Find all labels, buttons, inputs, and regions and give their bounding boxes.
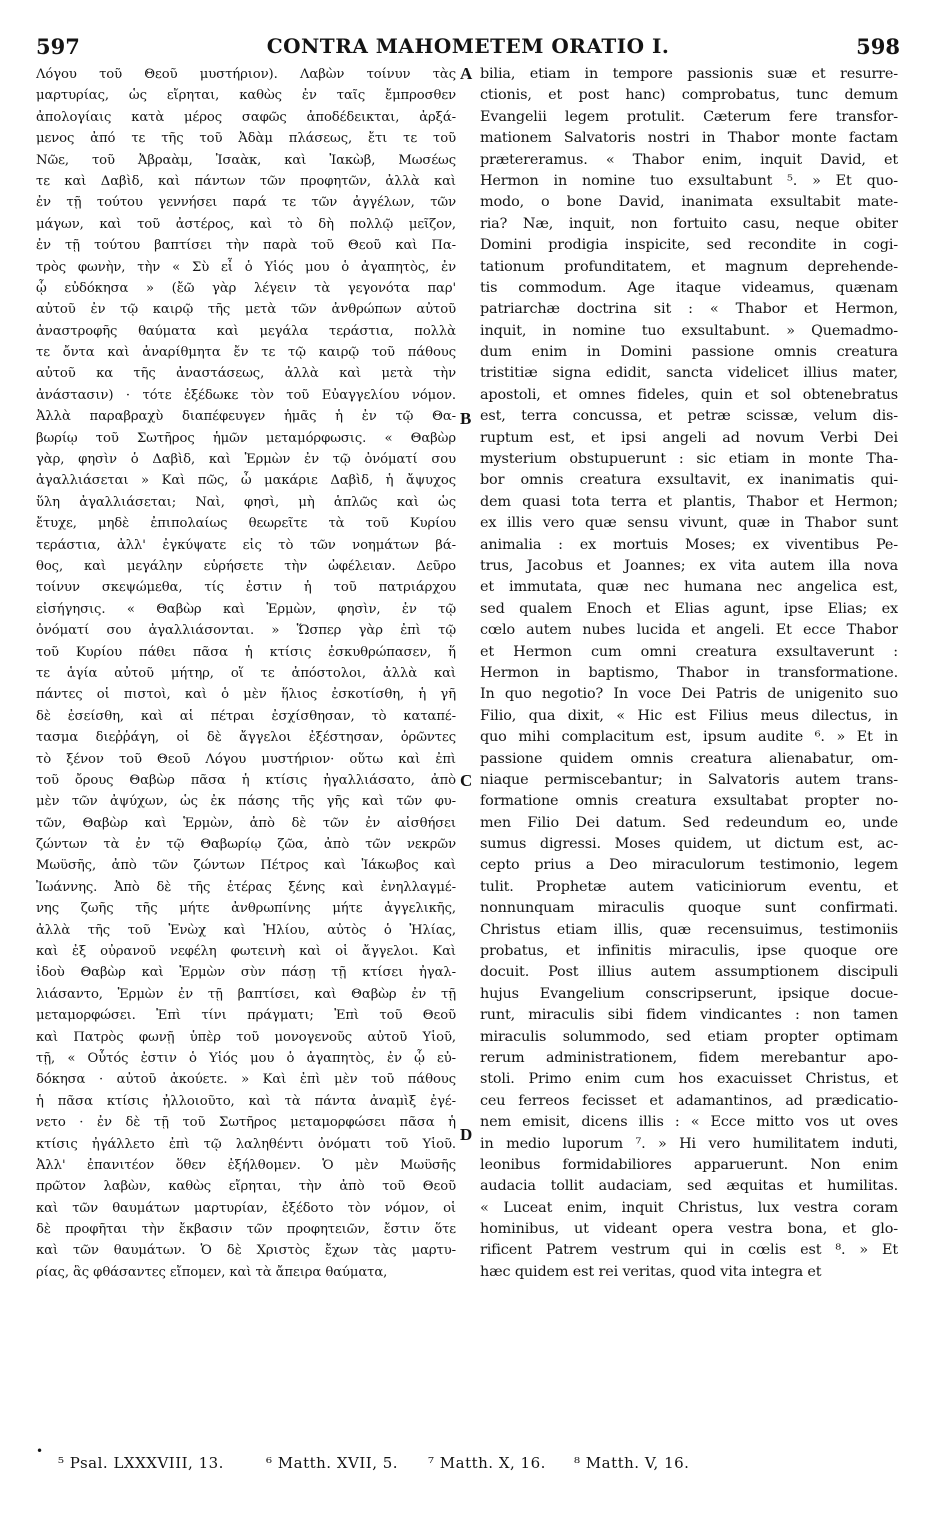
greek-text-line: ἀλλὰ τῆς τοῦ Ἐνὼχ καὶ Ἠλίου, αὐτὸς ὁ Ἠλίας, <box>36 922 456 938</box>
greek-text-line: τε ὄντα καὶ ἀναρίθμητα ἔν τε τῷ καιρῷ τοῦ πάθους <box>36 345 456 361</box>
latin-text-line: animalia : ex mortuis Moses; ex viventibus Pe- <box>480 536 898 553</box>
section-marker: B <box>460 409 472 428</box>
greek-text-line: τῶν, Θαβὼρ καὶ Ἑρμὼν, ἀπὸ δὲ τῶν ἐν αἰσθήσει <box>36 815 456 831</box>
greek-text-line: Λόγου τοῦ Θεοῦ μυστήριον). Λαβὼν τοίνυν τὰς <box>36 67 456 82</box>
latin-text-line: apostoli, et omnes fideles, quin et sol obtenebratus <box>480 386 898 403</box>
latin-text-line: mysterium obstupuerunt : sic etiam in monte Tha- <box>480 451 898 468</box>
latin-text-line: probatus, et infinitis miraculis, ipse quoque ore <box>480 943 898 960</box>
latin-text-line: Hermon in nomine tuo exsultabunt ⁵. » Et quo- <box>480 172 898 189</box>
latin-column <box>480 64 898 1283</box>
greek-text-line: λιάσαντο, Ἑρμὼν ἐν τῇ βαπτίσει, καὶ Θαβὼρ ἐν τῇ <box>36 986 456 1002</box>
latin-text-line: sumus digressi. Moses quidem, ut dictum est, ac- <box>480 836 898 853</box>
margin-markers <box>456 64 480 1464</box>
latin-text-line: ex illis vero quæ sensu vivunt, quæ in Thabor sunt <box>480 515 898 532</box>
latin-text-line: passione quidem omnis creatura alienabatur, om- <box>480 750 898 767</box>
footnote-item: ⁶ Matth. XVII, 5. <box>266 1454 399 1472</box>
latin-text-line: Evangelii legem protulit. Cæterum fere transfor- <box>480 108 898 125</box>
greek-text-line: εἰσήγησις. « Θαβὼρ καὶ Ἑρμὼν, φησὶν, ἐν τῷ <box>36 601 456 617</box>
greek-text-line: πρῶτον λαβὼν, καθὼς εἴρηται, τὴν ἀπὸ τοῦ Θεοῦ <box>36 1179 456 1195</box>
latin-text-line: sed qualem Enoch et Elias agunt, ipse Elias; ex <box>480 600 898 617</box>
latin-text-line: Domini prodigia inspicite, sed recondite in cogi- <box>480 237 898 254</box>
footnote-item: ⁷ Matth. X, 16. <box>428 1454 546 1472</box>
greek-text-line: Νῶε, τοῦ Ἀβραὰμ, Ἰσαὰκ, καὶ Ἰακὼβ, Μωσέως <box>36 152 456 168</box>
greek-text-line: αὐτοῦ ἐν τῷ καιρῷ τῆς μετὰ τῶν ἀνθρώπων αὐτοῦ <box>36 302 456 318</box>
greek-text-line: κτίσις ἠγάλλετο ἐπὶ τῷ λαληθέντι ὀνόματι τοῦ Υἱοῦ. <box>36 1136 456 1152</box>
greek-text-line: αὐτοῦ κα τῆς ἀναστάσεως, ἀλλὰ καὶ μετὰ τὴν <box>36 366 456 382</box>
greek-text-line: καὶ τῶν θαυμάτων μαρτυρίαν, ἐξέδοτο τὸν νόμον, οἱ <box>36 1200 456 1216</box>
latin-text-line: stoli. Primo enim cum hos exacuisset Christus, et <box>480 1071 898 1088</box>
latin-text-line: dum enim in Domini passione omnis creatura <box>480 344 898 361</box>
greek-text-line: τὸ ξένον τοῦ Θεοῦ Λόγου μυστήριον· οὕτω καὶ ἐπὶ <box>36 751 456 767</box>
latin-text-line: niaque permiscebantur; in Salvatoris autem trans- <box>480 771 898 788</box>
greek-text-line: θος, καὶ μεγάλην εὑρήσετε τὴν ὠφέλειαν. Δεῦρο <box>36 558 456 574</box>
greek-text-line: μάγων, καὶ τοῦ ἀστέρος, καὶ τὸ δὴ πολλῷ μεῖζον, <box>36 216 456 232</box>
latin-text-line: leonibus formidabiliores apparuerunt. Non enim <box>480 1156 898 1173</box>
greek-text-line: ζώντων τὰ ἐν τῷ Θαβωρίῳ ζῶα, ἀπὸ τῶν νεκρῶν <box>36 837 456 853</box>
greek-text-line: μεταμορφώσει. Ἐπὶ τίνι πράγματι; Ἐπὶ τοῦ Θεοῦ <box>36 1008 456 1024</box>
greek-text-line: μὲν τῶν ἀψύχων, ὡς ἐκ πάσης τῆς γῆς καὶ τῶν φυ- <box>36 794 456 810</box>
latin-text-line: tationum profunditatem, et magnum deprehende- <box>480 258 898 275</box>
greek-text-line: καὶ Πατρὸς φωνῇ ὑπὲρ τοῦ μονογενοῦς αὐτοῦ Υἱοῦ, <box>36 1029 456 1045</box>
latin-text-line: Hermon in baptismo, Thabor in transformatione. <box>480 664 898 681</box>
greek-text-line: ᾧ εὐδόκησα » (ἔῶ γὰρ λέγειν τὰ γεγονότα παρ' <box>36 280 456 296</box>
footnote-item: ⁸ Matth. V, 16. <box>574 1454 690 1472</box>
greek-text-line: ὀνόματί σου ἀγαλλιάσονται. » Ὥσπερ γὰρ ἐπὶ τῷ <box>36 623 456 639</box>
latin-text-line: et Hermon cum omni creatura exsultaverunt : <box>480 643 898 660</box>
greek-text-line: βωρίῳ τοῦ Σωτῆρος ἡμῶν μεταμόρφωσις. « Θαβὼρ <box>36 430 456 446</box>
greek-text-line: καὶ ἐξ οὐρανοῦ νεφέλη φωτεινὴ καὶ οἱ ἄγγελοι. Καὶ <box>36 944 456 960</box>
latin-text-line: modo, o bone David, inanimata exsultabit mate- <box>480 194 898 211</box>
greek-text-line: Ἰωάννης. Ἀπὸ δὲ τῆς ἑτέρας ξένης καὶ ἐνηλλαγμέ- <box>36 879 456 895</box>
greek-text-line: τασμα διεῤῥάγη, οἱ δὲ ἄγγελοι ἐξέστησαν, ὁρῶντες <box>36 730 456 746</box>
greek-text-line: ἀγαλλιάσεται » Καὶ πῶς, ὦ μακάριε Δαβὶδ, ἡ ἄψυχος <box>36 473 456 489</box>
latin-text-line: runt, miraculis sibi fidem vindicantes : non tamen <box>480 1007 898 1024</box>
greek-text-line: ἀνάστασιν) · τότε ἐξέδωκε τὸν τοῦ Εὐαγγελίου νόμον. <box>36 387 456 403</box>
footnote-item: ⁵ Psal. LXXXVIII, 13. <box>58 1454 224 1472</box>
latin-text-line: formatione omnis creatura exsultabat propter no- <box>480 793 898 810</box>
latin-text-line: miraculis solummodo, sed etiam propter optimam <box>480 1028 898 1045</box>
section-marker: C <box>460 771 473 790</box>
page-number-left: 597 <box>36 34 80 59</box>
latin-text-line: quo mihi complacitum est, ipsum audite ⁶. » Et in <box>480 729 898 746</box>
greek-text-line: γὰρ, φησὶν ὁ Δαβὶδ, καὶ Ἑρμὼν ἐν τῷ ὀνόματί σου <box>36 452 456 468</box>
section-marker: D <box>460 1125 473 1144</box>
latin-text-line: mationem Salvatoris nostri in Thabor monte factam <box>480 130 898 147</box>
greek-text-line: δὲ προφῆται τὴν ἔκβασιν τῶν προφητειῶν, ἔστιν ὅτε <box>36 1222 456 1238</box>
greek-text-line: πάντες οἱ πιστοὶ, καὶ ὁ μὲν ἥλιος ἐσκοτίσθη, ἡ γῆ <box>36 687 456 703</box>
latin-text-line: docuit. Post illius autem assumptionem discipuli <box>480 964 898 981</box>
greek-text-line: μαρτυρίας, ὡς εἴρηται, καθὼς ἐν ταῖς ἔμπροσθεν <box>36 88 456 104</box>
greek-text-line: ἐν τῇ τούτου γεννήσει παρά τε τῶν ἀγγέλων, τῶν <box>36 195 456 211</box>
greek-text-line: Μωϋσῆς, ἀπὸ τῶν ζώντων Πέτρος καὶ Ἰάκωβος καὶ <box>36 858 456 874</box>
latin-text-line: inquit, in nomine tuo exsultabunt. » Quemadmo- <box>480 322 898 339</box>
greek-text-line: τρὸς φωνὴν, τὴν « Σὺ εἶ ὁ Υἱός μου ὁ ἀγαπητὸς, ἐν <box>36 259 456 275</box>
latin-text-line: « Luceat enim, inquit Christus, lux vestra coram <box>480 1199 898 1216</box>
latin-text-line: tristitiæ signa edidit, sancta videlicet illius mater, <box>480 365 898 382</box>
latin-text-line: In quo negotio? In voce Dei Patris de unigenito suo <box>480 686 898 703</box>
greek-text-line: ἰδοὺ Θαβὼρ καὶ Ἑρμὼν σὺν πάσῃ τῇ κτίσει ἠγαλ- <box>36 965 456 981</box>
greek-text-line: τε ἁγία αὐτοῦ μήτηρ, οἵ τε ἀπόστολοι, ἀλλὰ καὶ <box>36 665 456 681</box>
greek-text-line: Ἀλλ' ἐπανιτέον ὅθεν ἐξήλθομεν. Ὁ μὲν Μωϋσῆς <box>36 1157 456 1173</box>
greek-text-line: ἀπολογίαις κατὰ μέρος σαφῶς ἀποδέδεικται, ἀρξά- <box>36 109 456 125</box>
latin-text-line: Christus etiam illis, quæ recensuimus, testimoniis <box>480 921 898 938</box>
latin-text-line: et immutata, quæ nec humana nec angelica est, <box>480 579 898 596</box>
greek-text-line: καὶ τῶν θαυμάτων. Ὁ δὲ Χριστὸς ἔχων τὰς μαρτυ- <box>36 1243 456 1259</box>
latin-text-line: Filio, qua dixit, « Hic est Filius meus dilectus, in <box>480 707 898 724</box>
latin-text-line: hujus Evangelium conscripserunt, ipsique docue- <box>480 985 898 1002</box>
greek-text-line: νετο · ἐν δὲ τῇ τοῦ Σωτῆρος μεταμορφώσει πᾶσα ἡ <box>36 1115 456 1131</box>
latin-text-line: in medio luporum ⁷. » Hi vero humilitatem induti, <box>480 1135 898 1152</box>
footnote-mark: • <box>36 1444 44 1458</box>
latin-text-line: nonnunquam miraculis quoque sunt confirmati. <box>480 900 898 917</box>
latin-text-line: bilia, etiam in tempore passionis suæ et resurre- <box>480 66 898 82</box>
greek-text-line: τοίνυν σκεψώμεθα, τίς ἐστιν ἡ τοῦ πατριάρχου <box>36 580 456 596</box>
latin-text-line: dem quasi tota terra et plantis, Thabor et Hermon; <box>480 493 898 510</box>
greek-text-line: ἡ πᾶσα κτίσις ἠλλοιοῦτο, καὶ τὰ πάντα ἀναμὶξ ἐγέ- <box>36 1093 456 1109</box>
latin-text-line: men Filio Dei datum. Sed redeundum eo, unde <box>480 814 898 831</box>
greek-text-line: τε καὶ Δαβὶδ, καὶ πάντων τῶν προφητῶν, ἀλλὰ καὶ <box>36 173 456 189</box>
greek-text-line: ὕλη ἀγαλλιάσεται; Ναὶ, φησὶ, μὴ ἁπλῶς καὶ ὡς <box>36 494 456 510</box>
latin-text-line: rerum administrationem, fidem merebantur apo- <box>480 1049 898 1066</box>
greek-text-line: μενος ἀπό τε τῆς τοῦ Ἀδὰμ πλάσεως, ἔτι τε τοῦ <box>36 131 456 147</box>
greek-text-line: ρίας, ἃς φθάσαντες εἴπομεν, καὶ τὰ ἄπειρα θαύματα, <box>36 1264 388 1280</box>
latin-text-line: hominibus, ut videant opera vestra bona, et glo- <box>480 1221 898 1238</box>
latin-text-line: hæc quidem est rei veritas, quod vita integra et <box>480 1263 822 1280</box>
latin-text-line: est, terra concussa, et petræ scissæ, velum dis- <box>480 408 898 425</box>
latin-text-line: cepto prius a Deo miraculorum testimonio, legem <box>480 857 898 874</box>
latin-text-line: patriarchæ doctrina sit : « Thabor et Hermon, <box>480 301 898 318</box>
latin-text-line: cœlo autem nubes lucida et angeli. Et ecce Thabor <box>480 622 898 639</box>
page-number-right: 598 <box>856 34 900 59</box>
running-title: CONTRA MAHOMETEM ORATIO I. <box>266 34 670 58</box>
latin-text-line: ruptum est, et ipsi angeli ad novum Verbi Dei <box>480 429 898 446</box>
latin-text-line: tis commodum. Age itaque videamus, quænam <box>480 279 898 296</box>
greek-text-line: τῇ, « Οὗτός ἐστιν ὁ Υἱός μου ὁ ἀγαπητὸς, ἐν ᾧ εὐ- <box>36 1050 456 1066</box>
greek-column <box>36 64 456 1283</box>
greek-text-line: δόκησα · αὐτοῦ ἀκούετε. » Καὶ ἐπὶ μὲν τοῦ πάθους <box>36 1072 456 1088</box>
latin-text-line: ria? Næ, inquit, non fortuito casu, neque obiter <box>480 215 898 232</box>
greek-text-line: ἔτυχε, μηδὲ ἐπιπολαίως θεωρεῖτε τὰ τοῦ Κυρίου <box>36 516 456 532</box>
greek-text-line: τεράστια, ἀλλ' ἐγκύψατε εἰς τὸ τῶν νοημάτων βά- <box>36 537 456 553</box>
section-marker: A <box>460 64 473 83</box>
greek-text-line: Ἀλλὰ παραβραχὺ διαπέφευγεν ἡμᾶς ἡ ἐν τῷ Θα- <box>36 409 456 425</box>
latin-text-line: prætereramus. « Thabor enim, inquit David, et <box>480 151 898 168</box>
greek-text-line: νης ζωῆς τῆς μήτε ἀνθρωπίνης μήτε ἀγγελικῆς, <box>36 901 456 917</box>
greek-text-line: τοῦ Κυρίου πάθει πᾶσα ἡ κτίσις ἐσκυθρώπασεν, ἥ <box>36 644 456 660</box>
greek-text-line: ἀναστροφῆς θαύματα καὶ μεγάλα τεράστια, πολλὰ <box>36 323 456 339</box>
latin-text-line: rificent Patrem vestrum qui in cœlis est ⁸. » Et <box>480 1242 898 1259</box>
greek-text-line: ἐν τῇ τούτου βαπτίσει τὴν παρὰ τοῦ Θεοῦ καὶ Πα- <box>36 238 456 254</box>
latin-text-line: audacia tollit audaciam, sed æquitas et humilitas. <box>480 1178 898 1195</box>
greek-text-line: δὲ ἐσείσθη, καὶ αἱ πέτραι ἐσχίσθησαν, τὸ καταπέ- <box>36 708 456 724</box>
footnotes <box>36 1444 900 1474</box>
latin-text-line: ceu ferreos fecisset et adamantinos, ad prædicatio- <box>480 1092 898 1109</box>
latin-text-line: ctionis, et post hanc) comprobatus, tunc demum <box>480 87 898 104</box>
latin-text-line: tulit. Prophetæ autem vaticiniorum eventu, et <box>480 878 898 895</box>
page-header <box>36 30 900 64</box>
greek-text-line: τοῦ ὄρους Θαβὼρ πᾶσα ἡ κτίσις ἠγαλλιάσατο, ἀπὸ <box>36 772 456 788</box>
latin-text-line: nem emisit, dicens illis : « Ecce mitto vos ut oves <box>480 1114 898 1131</box>
latin-text-line: trus, Jacobus et Joannes; ex vita autem illa nova <box>480 557 898 574</box>
latin-text-line: bor omnis creatura exsultavit, ex inanimatis qui- <box>480 472 898 489</box>
